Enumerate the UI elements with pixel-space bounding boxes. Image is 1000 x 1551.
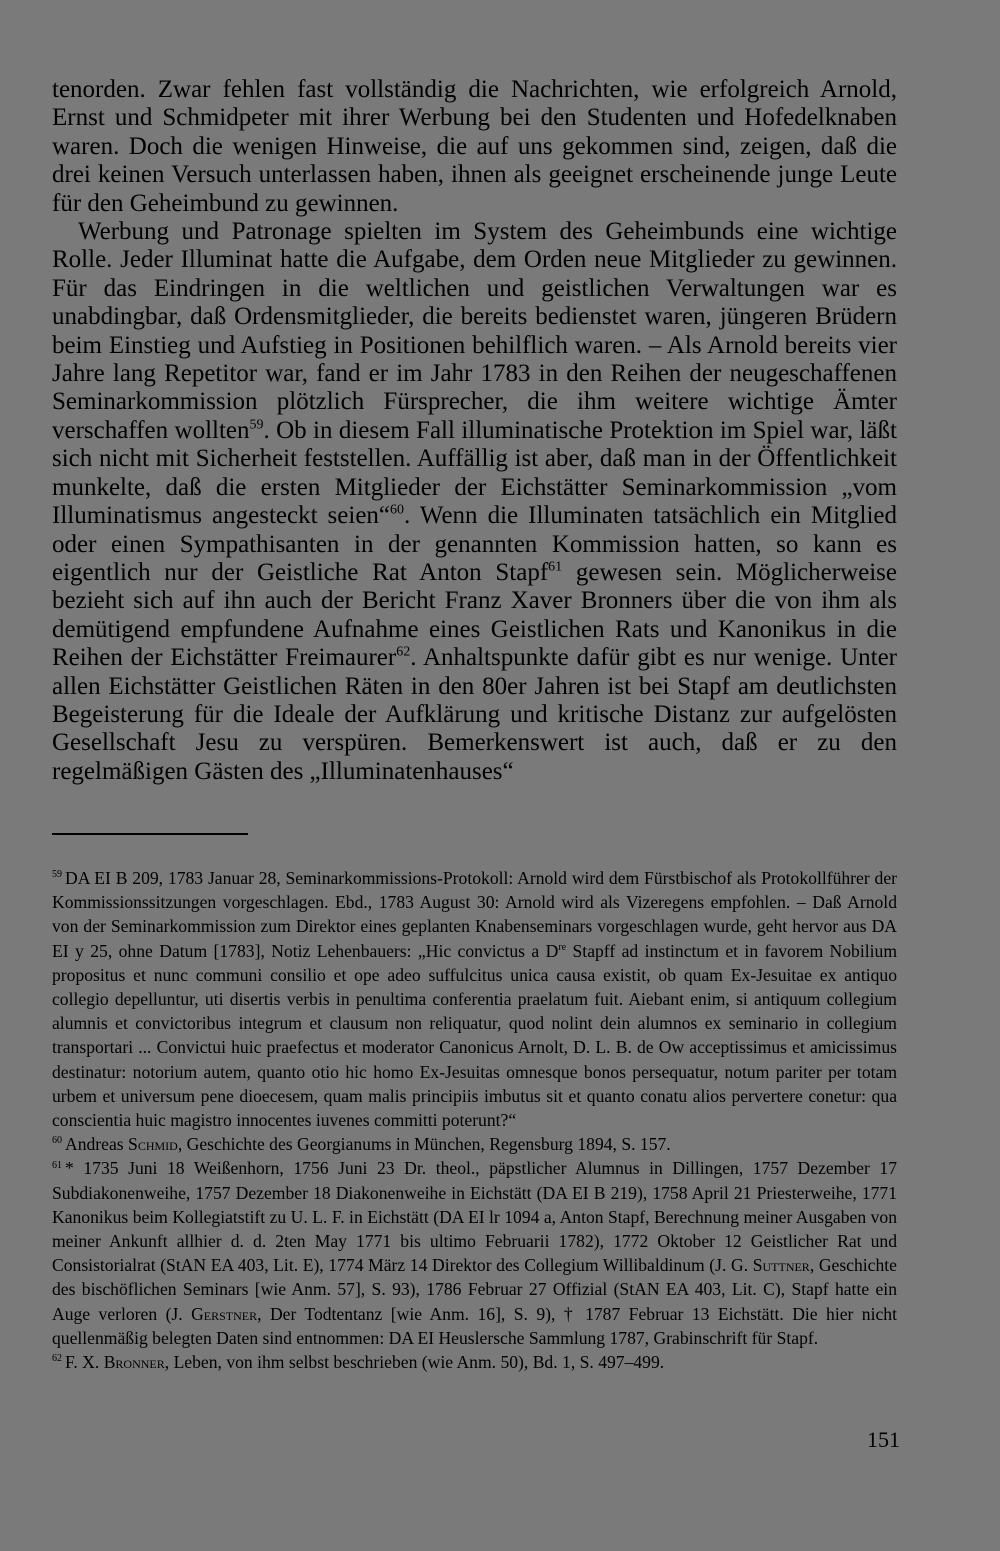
footnote-60-text-a: Andreas xyxy=(65,1134,129,1155)
footnote-59-text: DA EI B 209, 1783 Januar 28, Seminarkommissions-Protokoll: Arnold wird dem Fürstbischof als Protokollführer der Kommissionssitzungen vorgeschlagen. Ebd., 1783 August 30: Arnold wird als Vizeregens empfohlen. – Daß Arnold von der Seminarkommission zum Direktor eines geplanten Knabenseminars vorgeschlagen wurde, geht hervor aus DA EI y 25, ohne Datum [1783], Notiz Lehenbauers: „Hic convictus a D xyxy=(52,868,897,961)
footnote-ref-62[interactable]: 62 xyxy=(396,644,411,660)
footnote-61-number: 61 xyxy=(52,1159,62,1171)
footnote-59-number: 59 xyxy=(52,869,62,881)
footnote-separator xyxy=(52,833,248,835)
paragraph-2-text-b: . Ob in diesem Fall illuminatische Protektion im Spiel war, läßt sich nicht mit Sicherheit feststellen. Auffällig ist aber, daß man in der Öffentlichkeit munkelte, daß die ersten Mitglieder der Eichstätter Seminarkommission „vom Illuminatismus angesteckt seien“ xyxy=(52,416,897,530)
footnote-61 xyxy=(52,1156,897,1350)
footnote-60-number: 60 xyxy=(52,1135,62,1147)
footnote-60-text-b: , Geschichte des Georgianums in München, Regensburg 1894, S. 157. xyxy=(177,1134,671,1155)
footnote-61-text-b: , Geschichte des bischöflichen Seminars [wie Anm. 57], S. 93), 1786 Februar 27 Offizial (StAN EA 403, Lit. C), Stapf hatte ein Auge verloren (J. xyxy=(52,1255,897,1324)
paragraph-1 xyxy=(52,76,897,218)
paragraph-2-text-d: gewesen sein. Möglicherweise bezieht sich auf ihn auch der Bericht Franz Xaver Bronners über die von ihm als demütigend empfundene Aufnahme eines Geistlichen Rats und Kanonikus in die Reihen der Eichstätter Freimaurer xyxy=(52,558,897,672)
footnote-ref-59[interactable]: 59 xyxy=(249,417,264,433)
page-number: 151 xyxy=(867,1427,900,1452)
footnote-59-text-cont: Stapff ad instinctum et in favorem Nobilium propositus et nunc communi consilio et ope adeo suffulcitus unica causa existit, ob quam Ex-Jesuitae ex antiquo collegio depelluntur, uti disertis verbis in penultima conferentia praelatum fuit. Aiebant enim, si antiquum collegium alumnis et convictoribus integrum et clausum non reliquatur, quod nolint dein alumnos ex seminario in collegium transportari ... Convictui huic praefectus et moderator Canonicus Arnolt, D. L. B. de Ow acceptissimus et amicissimus destinatur: notorium autem, quanto otio hic homo Ex-Jesuitas omnesque bonos persequatur, notum pariter per totam urbem et universum pene dioecesem, quam malis principiis imbutus sit et quanto conatu alios pervertere conetur: qua conscientia huic magistro innocentes iuvenes committi poterunt?“ xyxy=(52,940,897,1131)
footnotes xyxy=(52,866,897,1374)
footnote-ref-61[interactable]: 61 xyxy=(548,559,563,575)
footnote-61-author-2: Gerstner xyxy=(191,1303,258,1324)
paragraph-2 xyxy=(52,218,897,786)
footnote-ref-60[interactable]: 60 xyxy=(390,502,405,518)
paragraph-2-text-e: . Anhaltspunkte dafür gibt es nur wenige. Unter allen Eichstätter Geistlichen Räten in den 80er Jahren ist bei Stapf am deutlichsten Begeisterung für die Ideale der Aufklärung und kritische Distanz zur aufgelösten Gesellschaft Jesu zu verspüren. Bemerkenswert ist auch, daß er zu den regelmäßigen Gästen des „Illuminatenhauses“ xyxy=(52,644,897,785)
footnote-61-text-a: * 1735 Juni 18 Weißenhorn, 1756 Juni 23 Dr. theol., päpstlicher Alumnus in Dillingen, 1757 Dezember 17 Subdiakonenweihe, 1757 Dezember 18 Diakonenweihe in Eichstätt (DA EI B 219), 1758 April 21 Priesterweihe, 1771 Kanonikus beim Kollegiatstift zu U. L. F. in Eichstätt (DA EI lr 1094 a, Anton Stapf, Berechnung meiner Ausgaben von meiner Ankunft allhier d. d. 2ten May 1771 bis ultimo Februarii 1782), 1772 Oktober 12 Geistlicher Rat und Consistorialrat (StAN EA 403, Lit. E), 1774 März 14 Direktor des Collegium Willibaldinum (J. G. xyxy=(52,1158,897,1276)
footnote-62 xyxy=(52,1350,897,1374)
paragraph-1-text: tenorden. Zwar fehlen fast vollständig die Nachrichten, wie erfolgreich Arnold, Ernst und Schmidpeter mit ihrer Werbung bei den Studenten und Hofedelknaben waren. Doch die wenigen Hinweise, die auf uns gekommen sind, zeigen, daß die drei keinen Versuch unterlassen haben, ihnen als geeignet erscheinende junge Leute für den Geheimbund zu gewinnen. xyxy=(52,76,897,217)
footnote-59-superscript: re xyxy=(558,941,567,953)
footnote-61-author-1: Suttner xyxy=(752,1255,810,1276)
footnote-62-number: 62 xyxy=(52,1353,62,1365)
paragraph-2-text-a: Werbung und Patronage spielten im System des Geheimbunds eine wichtige Rolle. Jeder Illuminat hatte die Aufgabe, dem Orden neue Mitglieder zu gewinnen. Für das Eindringen in die weltlichen und geistlichen Verwaltungen war es unabdingbar, daß Ordensmitglieder, die bereits bedienstet waren, jüngeren Brüdern beim Einstieg und Aufstieg in Positionen behilflich waren. – Als Arnold bereits vier Jahre lang Repetitor war, fand er im Jahr 1783 in den Reihen der neugeschaffenen Seminarkommission plötzlich Fürsprecher, die ihm weitere wichtige Ämter verschaffen wollten xyxy=(52,218,897,444)
main-text xyxy=(52,76,897,786)
paragraph-2-text-c: . Wenn die Illuminaten tatsächlich ein Mitglied oder einen Sympathisanten in der genannten Kommission hatten, so kann es eigentlich nur der Geistliche Rat Anton Stapf xyxy=(52,502,898,586)
footnote-60 xyxy=(52,1132,897,1156)
footnote-60-author: Schmid xyxy=(128,1134,178,1155)
footnote-62-text-b: , Leben, von ihm selbst beschrieben (wie Anm. 50), Bd. 1, S. 497–499. xyxy=(164,1352,665,1373)
footnote-62-author: Bronner xyxy=(103,1352,165,1373)
footnote-62-text-a: F. X. xyxy=(65,1352,104,1373)
footnote-61-text-c: , Der Todtentanz [wie Anm. 16], S. 9), † 1787 Februar 13 Eichstätt. Die hier nicht quellenmäßig belegten Daten sind entnommen: DA EI Heuslersche Sammlung 1787, Grabinschrift für Stapf. xyxy=(52,1303,897,1348)
footnote-59 xyxy=(52,866,897,1132)
